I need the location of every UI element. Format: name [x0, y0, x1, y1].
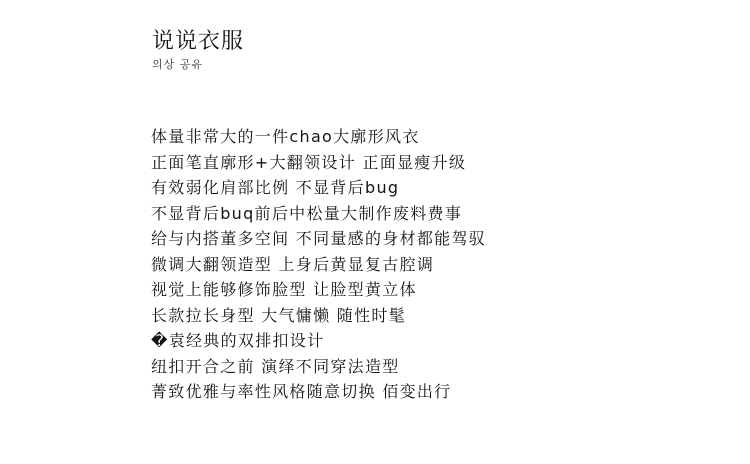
header — [152, 28, 244, 72]
description-line: �袁经典的双排扣设计 — [151, 331, 325, 350]
description-line: 长款拉长身型 大气慵懒 随性时髦 — [151, 305, 406, 325]
page-title: 说说衣服 — [152, 29, 245, 54]
description-line: 有效弱化肩部比例 不显背后bug — [151, 178, 400, 197]
page-subtitle: 의상 공유 — [152, 58, 204, 71]
description-line: 给与内搭董多空间 不同量感的身材都能驾驭 — [151, 229, 487, 248]
description-line: 微调大翻领造型 上身后黄显复古腔调 — [151, 254, 435, 274]
description-line: 正面笔直廓形+大翻领设计 正面显瘦升级 — [151, 152, 467, 172]
description-line: 不显背后buq前后中松量大制作废料费事 — [151, 203, 463, 223]
description-line: 菁致优雅与率性风格随意切换 佰变出行 — [151, 382, 452, 401]
description-line: 视觉上能够修饰脸型 让脸型黄立体 — [151, 280, 417, 299]
description-lines — [151, 124, 486, 405]
description-line: 体量非常大的一件chao大廓形风衣 — [151, 127, 420, 146]
description-line: 纽扣开合之前 演绎不同穿法造型 — [151, 356, 400, 376]
